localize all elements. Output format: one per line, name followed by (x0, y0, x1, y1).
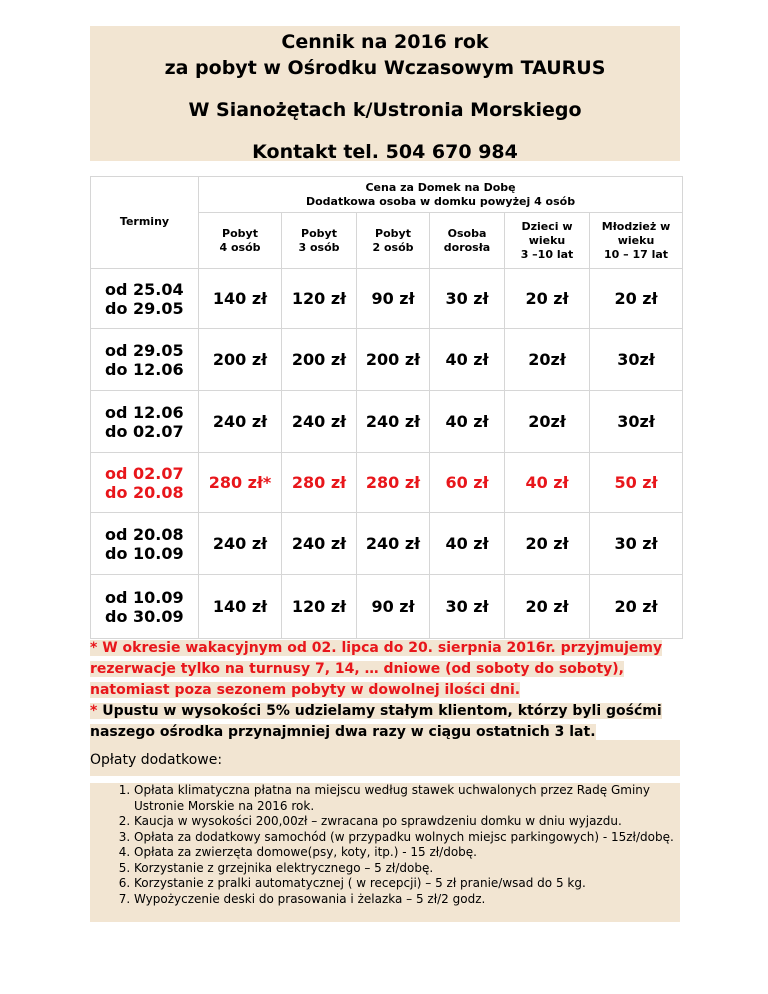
price-cell: 20 zł (590, 575, 683, 639)
term-cell (91, 391, 199, 453)
price-cell: 200 zł (357, 329, 430, 391)
header-title-line2: za pobyt w Ośrodku Wczasowym TAURUS (164, 57, 606, 79)
price-cell: 40 zł (505, 453, 590, 513)
table-row (91, 453, 683, 513)
extras-item: 7. Wypożyczenie deski do prasowania i żelazka – 5 zł/2 godz. (134, 892, 680, 908)
price-cell: 200 zł (199, 329, 282, 391)
price-cell: 40 zł (430, 513, 505, 575)
document-header (90, 26, 680, 161)
extras-item: 2. Kaucja w wysokości 200,00zł – zwracana po sprawdzeniu domku w dniu wyjazdu. (134, 814, 680, 830)
extras-item: 4. Opłata za zwierzęta domowe(psy, koty, itp.) - 15 zł/dobę. (134, 845, 680, 861)
price-cell: 240 zł (199, 513, 282, 575)
price-cell: 30zł (590, 391, 683, 453)
price-cell: 240 zł (199, 391, 282, 453)
column-header (199, 213, 282, 269)
table-row (91, 269, 683, 329)
price-cell: 120 zł (282, 575, 357, 639)
price-cell: 20zł (505, 329, 590, 391)
column-header (357, 213, 430, 269)
term-from: od 10.09 (105, 587, 184, 607)
price-cell: 20 zł (505, 513, 590, 575)
term-cell (91, 269, 199, 329)
column-header-text: wieku (617, 233, 655, 247)
column-header-text: dorosła (443, 240, 491, 254)
term-from: od 02.07 (105, 463, 184, 483)
extras-item: 5. Korzystanie z grzejnika elektrycznego – 5 zł/dobę. (134, 861, 680, 877)
column-header-text: 2 osób (372, 240, 414, 254)
extras-title: Opłaty dodatkowe: (90, 740, 680, 776)
price-cell: 50 zł (590, 453, 683, 513)
term-cell (91, 453, 199, 513)
price-cell: 240 zł (282, 513, 357, 575)
column-header (282, 213, 357, 269)
term-to: do 30.09 (105, 606, 184, 626)
term-to: do 10.09 (105, 543, 184, 563)
column-header-text: Młodzież w (601, 219, 671, 233)
price-cell: 240 zł (357, 513, 430, 575)
column-header-text: Pobyt (301, 226, 337, 240)
term-from: od 20.08 (105, 524, 184, 544)
table-row (91, 329, 683, 391)
price-cell: 280 zł (357, 453, 430, 513)
column-header-text: 4 osób (219, 240, 261, 254)
price-cell: 120 zł (282, 269, 357, 329)
price-cell: 90 zł (357, 269, 430, 329)
header-contact: Kontakt tel. 504 670 984 (252, 141, 518, 163)
table-header-group-row (91, 177, 683, 213)
term-to: do 12.06 (105, 359, 184, 379)
price-group-header-line2: Dodatkowa osoba w domku powyżej 4 osób (305, 194, 576, 208)
extras-list (90, 783, 680, 922)
note2-star: * (90, 703, 98, 719)
column-header-text: wieku (528, 233, 566, 247)
extras-item: 6. Korzystanie z pralki automatycznej ( w recepcji) – 5 zł pranie/wsad do 5 kg. (134, 876, 680, 892)
price-cell: 240 zł (282, 391, 357, 453)
price-cell: 280 zł* (199, 453, 282, 513)
note2-line1: Upustu w wysokości 5% udzielamy stałym klientom, którzy byli gośćmi (97, 703, 662, 719)
term-cell (91, 575, 199, 639)
price-cell: 200 zł (282, 329, 357, 391)
note2-line2: naszego ośrodka przynajmniej dwa razy w ciągu ostatnich 3 lat. (90, 724, 596, 740)
price-cell: 20 zł (590, 269, 683, 329)
price-cell: 90 zł (357, 575, 430, 639)
column-header (505, 213, 590, 269)
price-cell: 30 zł (430, 575, 505, 639)
price-cell: 30zł (590, 329, 683, 391)
table-row (91, 513, 683, 575)
header-title-line1: Cennik na 2016 rok (281, 31, 489, 53)
term-cell (91, 513, 199, 575)
price-group-header (199, 177, 683, 213)
price-cell: 140 zł (199, 269, 282, 329)
price-cell: 60 zł (430, 453, 505, 513)
price-cell: 20 zł (505, 575, 590, 639)
price-group-header-line1: Cena za Domek na Dobę (365, 180, 516, 194)
column-header-text: 10 – 17 lat (603, 247, 669, 261)
term-to: do 20.08 (105, 482, 184, 502)
extras-item: 1. Opłata klimatyczna płatna na miejscu według stawek uchwalonych przez Radę Gminy Ustronie Morskie na 2016 rok. (134, 783, 680, 814)
term-to: do 02.07 (105, 421, 184, 441)
price-table (90, 176, 683, 639)
price-cell: 280 zł (282, 453, 357, 513)
table-row (91, 391, 683, 453)
column-header (590, 213, 683, 269)
price-cell: 40 zł (430, 391, 505, 453)
notes (90, 638, 690, 743)
column-header-text: 3 –10 lat (520, 247, 574, 261)
column-header-text: Pobyt (375, 226, 411, 240)
terminy-header: Terminy (91, 177, 199, 269)
column-header (430, 213, 505, 269)
note1-line2: rezerwacje tylko na turnusy 7, 14, … dniowe (od soboty do soboty), (90, 661, 624, 677)
column-header-text: 3 osób (298, 240, 340, 254)
price-cell: 240 zł (357, 391, 430, 453)
term-to: do 29.05 (105, 298, 184, 318)
price-cell: 30 zł (430, 269, 505, 329)
price-cell: 40 zł (430, 329, 505, 391)
term-cell (91, 329, 199, 391)
extras-item: 3. Opłata za dodatkowy samochód (w przypadku wolnych miejsc parkingowych) - 15zł/dobę. (134, 830, 680, 846)
price-cell: 30 zł (590, 513, 683, 575)
price-cell: 20 zł (505, 269, 590, 329)
price-cell: 20zł (505, 391, 590, 453)
note1-line3: natomiast poza sezonem pobyty w dowolnej ilości dni. (90, 682, 521, 698)
table-row (91, 575, 683, 639)
column-header-text: Pobyt (222, 226, 258, 240)
column-header-text: Dzieci w (521, 219, 573, 233)
header-location: W Sianożętach k/Ustronia Morskiego (188, 99, 582, 121)
term-from: od 29.05 (105, 340, 184, 360)
price-cell: 140 zł (199, 575, 282, 639)
term-from: od 12.06 (105, 402, 184, 422)
note1-line1: * W okresie wakacyjnym od 02. lipca do 20. sierpnia 2016r. przyjmujemy (90, 640, 663, 656)
column-header-text: Osoba (447, 226, 487, 240)
term-from: od 25.04 (105, 279, 184, 299)
extras-ordered-list (90, 783, 680, 907)
